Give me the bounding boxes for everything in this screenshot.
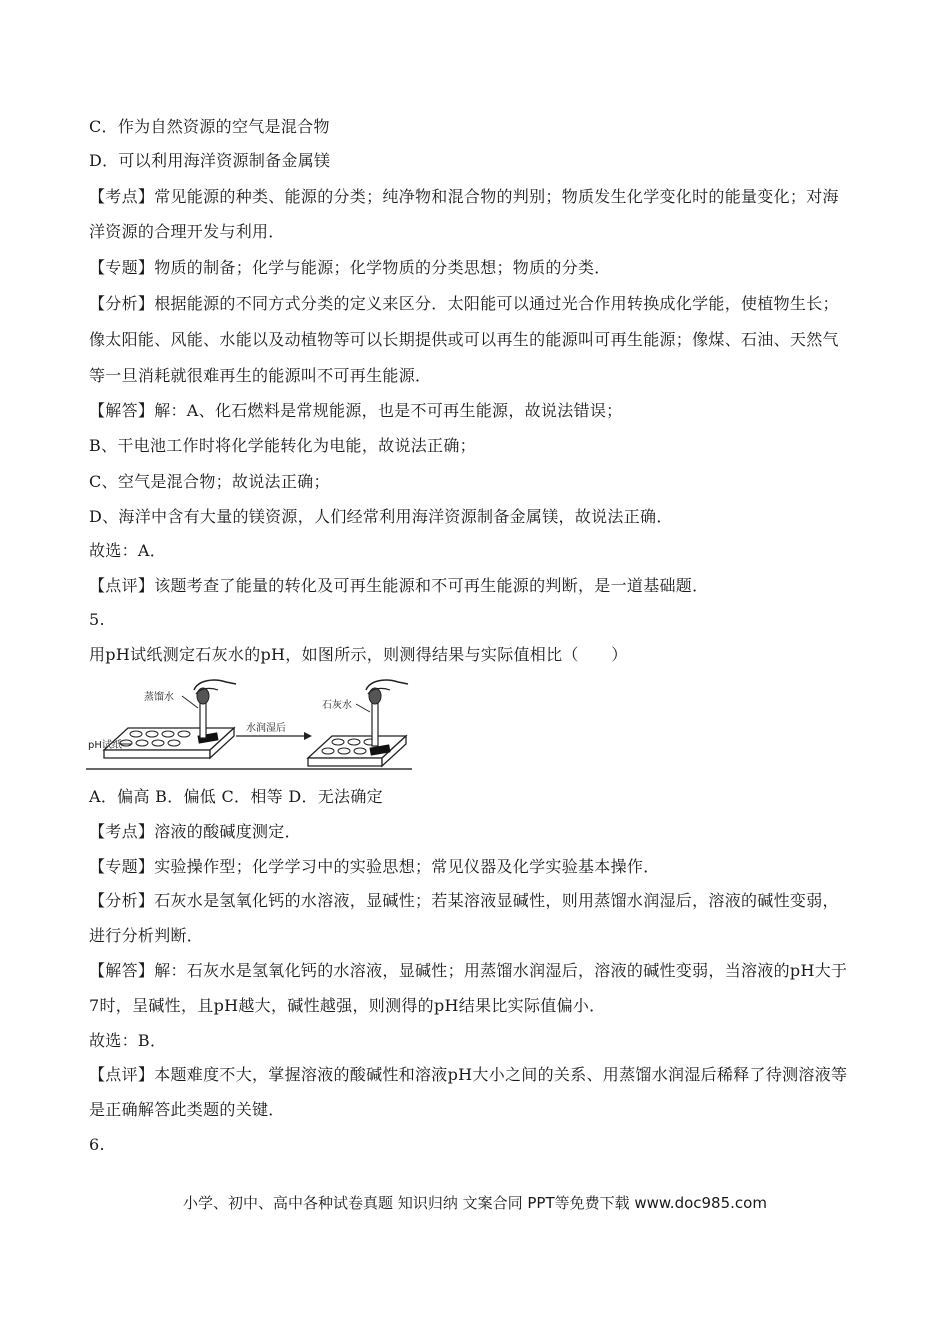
label-distilled-water: 蒸馏水 [144,692,174,703]
dianping-line: 【点评】该题考查了能量的转化及可再生能源和不可再生能源的判断，是一道基础题． [89,576,709,595]
left-spot-plate [104,728,234,758]
kaodian-5: 【考点】溶液的酸碱度测定． [89,822,301,841]
right-spot-plate [308,736,406,766]
ph-test-figure [86,678,412,772]
dianping-5-line-1: 【点评】本题难度不大，掌握溶液的酸碱性和溶液pH大小之间的关系、用蒸馏水润湿后稀释了待测溶液等 [89,1065,848,1084]
footer-text: 小学、初中、高中各种试卷真题 知识归纳 文案合同 PPT等免费下载 www.doc985.com [183,1194,767,1212]
label-ph-paper: pH试纸 [88,740,122,751]
fenxi-line-1: 【分析】根据能源的不同方式分类的定义来区分．太阳能可以通过光合作用转换成化学能，使植物生长； [89,294,839,313]
jieda-5-line-2: 7时，呈碱性，且pH越大，碱性越强，则测得的pH结果比实际值偏小． [89,996,606,1015]
kaodian-line-2: 洋资源的合理开发与利用． [89,222,285,241]
question-5-options: A．偏高 B．偏低 C．相等 D．无法确定 [89,787,383,806]
answer-5-line: 故选：B． [89,1031,167,1050]
label-wetted-with-water: 水润湿后 [246,723,286,734]
jieda-line-4: D、海洋中含有大量的镁资源，人们经常利用海洋资源制备金属镁，故说法正确． [89,507,673,526]
jieda-line-1: 【解答】解：A、化石燃料是常规能源，也是不可再生能源，故说法错误； [89,401,623,420]
dianping-5-line-2: 是正确解答此类题的关键． [89,1100,285,1119]
jieda-line-3: C、空气是混合物；故说法正确； [89,472,330,491]
kaodian-line-1: 【考点】常见能源的种类、能源的分类；纯净物和混合物的判别；物质发生化学变化时的能量变化；对海 [89,187,839,206]
question-number-6: 6. [89,1135,105,1154]
option-c: C．作为自然资源的空气是混合物 [89,117,330,136]
question-number-5: 5. [89,610,105,629]
question-5-stem: 用pH试纸测定石灰水的pH，如图所示，则测得结果与实际值相比（ ） [89,645,628,664]
jieda-line-2: B、干电池工作时将化学能转化为电能，故说法正确； [89,436,476,455]
fenxi-line-3: 等一旦消耗就很难再生的能源叫不可再生能源． [89,366,432,385]
fenxi-5-line-2: 进行分析判断． [89,926,204,945]
zhuanti-line: 【专题】物质的制备；化学与能源；化学物质的分类思想；物质的分类． [89,258,611,277]
option-d: D．可以利用海洋资源制备金属镁 [89,151,331,170]
label-limewater: 石灰水 [322,700,352,711]
zhuanti-5: 【专题】实验操作型；化学学习中的实验思想；常见仪器及化学实验基本操作． [89,857,660,876]
fenxi-5-line-1: 【分析】石灰水是氢氧化钙的水溶液，显碱性；若某溶液显碱性，则用蒸馏水润湿后，溶液的碱性变弱， [89,891,839,910]
jieda-5-line-1: 【解答】解：石灰水是氢氧化钙的水溶液，显碱性；用蒸馏水润湿后，溶液的碱性变弱，当溶液的pH大于 [89,961,848,980]
answer-line: 故选：A． [89,541,167,560]
fenxi-line-2: 像太阳能、风能、水能以及动植物等可以长期提供或可以再生的能源叫可再生能源；像煤、石油、天然气 [89,330,839,349]
